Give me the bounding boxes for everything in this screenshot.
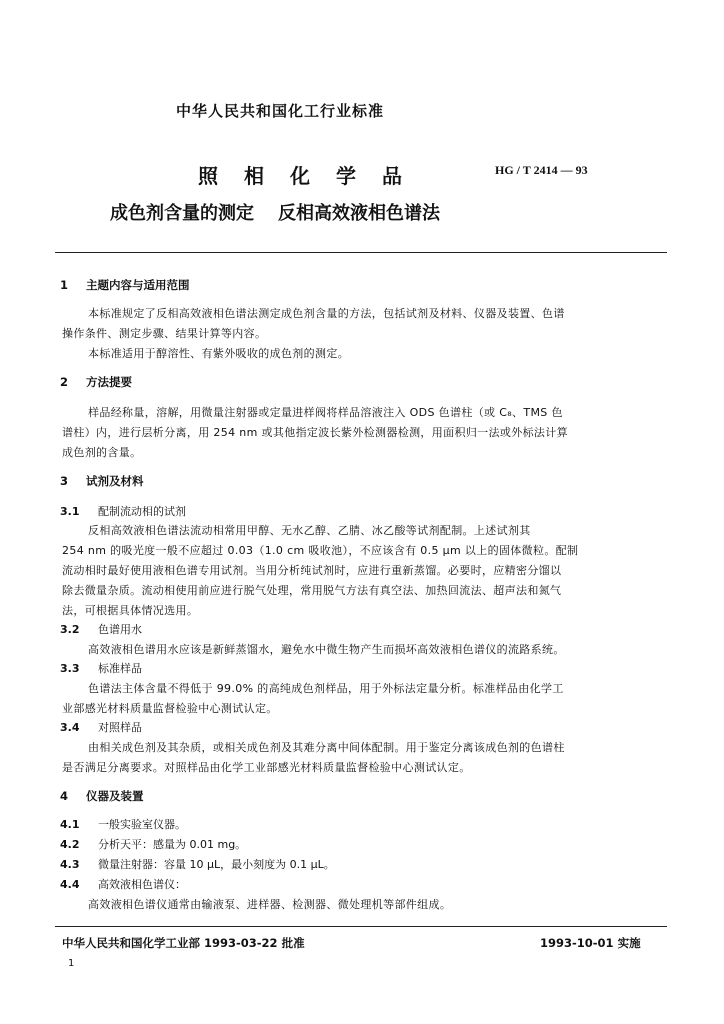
subsection-number: 3.2 (60, 623, 80, 636)
paragraph-line: 样品经称量，溶解，用微量注射器或定量进样阀将样品溶液注入 ODS 色谱柱（或 C₈、TMS 色 (88, 406, 563, 419)
section-title: 主题内容与适用范围 (86, 278, 190, 292)
item-text: 高效液相色谱仪： (98, 878, 186, 891)
approval-statement: 中华人民共和国化学工业部 1993-03-22 批准 (62, 936, 305, 950)
implementation-date: 1993-10-01 实施 (540, 936, 641, 950)
paragraph-line: 业部感光材料质量监督检验中心测试认定。 (62, 702, 278, 715)
subsection-number: 3.1 (60, 505, 80, 518)
paragraph-line: 本标准规定了反相高效液相色谱法测定成色剂含量的方法，包括试剂及材料、仪器及装置、色谱 (88, 307, 565, 320)
subsection-title: 配制流动相的试剂 (98, 505, 186, 518)
paragraph-line: 254 nm 的吸光度一般不应超过 0.03（1.0 cm 吸收池），不应该含有 0.5 μm 以上的固体微粒。配制 (62, 544, 579, 557)
item-number: 4.2 (60, 838, 80, 851)
paragraph-line: 色谱法主体含量不得低于 99.0% 的高纯成色剂样品，用于外标法定量分析。标准样品由化学工 (88, 682, 564, 695)
subsection-heading (60, 503, 186, 519)
page-number: 1 (68, 958, 75, 969)
document-subtitle (110, 199, 440, 225)
item-text: 分析天平：感量为 0.01 mg。 (98, 838, 247, 851)
subsection-title: 色谱用水 (98, 623, 142, 636)
item-number: 4.4 (60, 878, 80, 891)
paragraph-line: 本标准适用于醇溶性、有紫外吸收的成色剂的测定。 (88, 347, 350, 360)
list-item (60, 836, 246, 852)
paragraph-line: 由相关成色剂及其杂质，或相关成色剂及其难分离中间体配制。用于鉴定分离该成色剂的色谱柱 (88, 741, 565, 754)
paragraph-line: 操作条件、测定步骤、结果计算等内容。 (62, 327, 267, 340)
paragraph-line: 除去微量杂质。流动相使用前应进行脱气处理，常用脱气方法有真空法、加热回流法、超声法和氮气 (62, 584, 562, 597)
subsection-heading (60, 719, 142, 735)
subsection-title: 对照样品 (98, 721, 142, 734)
subsection-number: 3.3 (60, 662, 80, 675)
item-number: 4.3 (60, 858, 80, 871)
section-heading (60, 374, 132, 390)
list-item (60, 876, 186, 892)
paragraph-line: 高效液相色谱仪通常由输液泵、进样器、检测器、微处理机等部件组成。 (88, 898, 452, 911)
subsection-title: 标准样品 (98, 662, 142, 675)
paragraph-line: 高效液相色谱用水应该是新鲜蒸馏水，避免水中微生物产生而损坏高效液相色谱仪的流路系统。 (88, 643, 565, 656)
paragraph-line: 流动相时最好使用液相色谱专用试剂。当用分析纯试剂时，应进行重新蒸馏。必要时，应精密分馏以 (62, 564, 562, 577)
section-heading (60, 277, 190, 293)
section-number: 3 (60, 474, 69, 488)
list-item (60, 856, 335, 872)
subtitle-part-1: 成色剂含量的测定 (110, 203, 254, 224)
section-title: 试剂及材料 (86, 474, 144, 488)
subsection-heading (60, 621, 142, 637)
item-number: 4.1 (60, 818, 80, 831)
paragraph-line: 谱柱）内，进行层析分离，用 254 nm 或其他指定波长紫外检测器检测，用面积归一法或外标法计算 (62, 426, 568, 439)
subtitle-part-2: 反相高效液相色谱法 (278, 203, 440, 224)
document-title: 照相化学品 (198, 164, 428, 188)
paragraph-line: 法，可根据具体情况选用。 (62, 604, 199, 617)
paragraph-line: 成色剂的含量。 (62, 446, 142, 459)
paragraph-line: 反相高效液相色谱法流动相常用甲醇、无水乙醇、乙腈、冰乙酸等试剂配制。上述试剂其 (88, 524, 531, 537)
subsection-number: 3.4 (60, 721, 80, 734)
section-title: 仪器及装置 (86, 789, 144, 803)
section-title: 方法提要 (86, 375, 132, 389)
item-text: 一般实验室仪器。 (98, 818, 186, 831)
footer-divider (55, 926, 667, 927)
section-number: 1 (60, 278, 69, 292)
header-divider (55, 252, 667, 253)
standard-code: HG / T 2414 — 93 (495, 163, 588, 177)
section-heading (60, 473, 144, 489)
section-number: 2 (60, 375, 69, 389)
list-item (60, 816, 186, 832)
subsection-heading (60, 660, 142, 676)
issuing-organization: 中华人民共和国化工行业标准 (176, 102, 385, 120)
paragraph-line: 是否满足分离要求。对照样品由化学工业部感光材料质量监督检验中心测试认定。 (62, 761, 471, 774)
section-number: 4 (60, 789, 69, 803)
section-heading (60, 788, 144, 804)
item-text: 微量注射器：容量 10 μL，最小刻度为 0.1 μL。 (98, 858, 335, 871)
